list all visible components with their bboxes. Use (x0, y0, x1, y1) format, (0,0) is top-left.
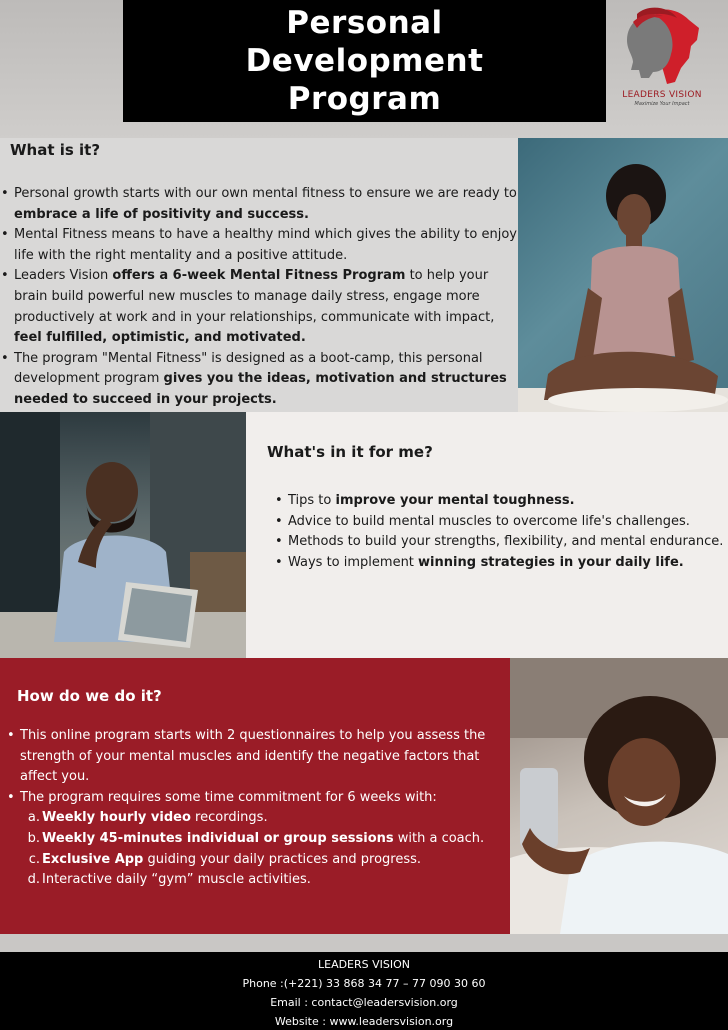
list-item: • Advice to build mental muscles to overcome life's challenges. (274, 512, 724, 533)
list-item: • Methods to build your strengths, flexibility, and mental endurance. (274, 532, 724, 553)
footer-org: LEADERS VISION (317, 958, 411, 971)
section-heading: What's in it for me? (267, 443, 433, 461)
list-item: • Tips to improve your mental toughness. (274, 491, 724, 512)
list-item: • Mental Fitness means to have a healthy mind which gives the ability to enjoy life with the right mentality and a positive attitude. (0, 225, 518, 266)
section-how (0, 658, 510, 934)
list-item: • This online program starts with 2 questionnaires to help you assess the strength of your mental muscles and identify the negative factors that affect you. (6, 726, 506, 788)
africa-head-icon (619, 6, 705, 88)
sub-list-item: b. Weekly 45-minutes individual or group sessions with a coach. (27, 830, 485, 846)
bullet-list (0, 184, 518, 411)
section-whats-in-it (246, 412, 728, 658)
smiling-woman-photo (510, 658, 728, 934)
list-item: • The program requires some time commitment for 6 weeks with: a. Weekly hourly video recordings. b. Weekly 45-minutes individual or group sessions with a coach. c. Exclusive App guiding your daily practices and progress. d. Interactive daily “gym” muscle activities. (6, 788, 506, 891)
section-heading: How do we do it? (17, 687, 162, 705)
bullet-list (6, 726, 506, 891)
footer-email: Email : contact@leadersvision.org (270, 996, 458, 1009)
logo-tagline: Maximize Your Impact (634, 101, 690, 107)
sub-list (20, 808, 506, 890)
sub-list-item: c. Exclusive App guiding your daily practices and progress. (28, 851, 422, 867)
sub-list-item: a. Weekly hourly video recordings. (27, 810, 268, 826)
logo-wordmark: LEADERS VISION (622, 90, 702, 100)
title-banner (123, 0, 606, 122)
title-line-2: Development (245, 43, 484, 79)
section-what-is-it (0, 138, 518, 412)
thinking-man-photo (0, 412, 246, 658)
footer-contact (0, 952, 728, 1030)
list-item: • Leaders Vision offers a 6-week Mental Fitness Program to help your brain build powerful new muscles to manage daily stress, engage more productively at work and in your relationships, communicate with impact, feel fulfilled, optimistic, and motivated. (0, 266, 518, 348)
footer-phone: Phone :(+221) 33 868 34 77 – 77 090 30 60 (242, 977, 486, 990)
sub-list-item: d. Interactive daily “gym” muscle activities. (27, 872, 311, 888)
meditation-photo (518, 138, 728, 412)
title-line-1: Personal (286, 5, 443, 41)
title-line-3: Program (287, 81, 442, 117)
bullet-list (274, 491, 724, 573)
leaders-vision-logo (612, 6, 712, 118)
footer-website: Website : www.leadersvision.org (274, 1015, 454, 1028)
list-item: • Personal growth starts with our own mental fitness to ensure we are ready to embrace a life of positivity and success. (0, 184, 518, 225)
page-title (246, 4, 484, 118)
list-item: • The program "Mental Fitness" is designed as a boot-camp, this personal development program gives you the ideas, motivation and structures needed to succeed in your projects. (0, 349, 518, 411)
section-heading: What is it? (10, 141, 101, 159)
list-item: • Ways to implement winning strategies in your daily life. (274, 553, 724, 574)
